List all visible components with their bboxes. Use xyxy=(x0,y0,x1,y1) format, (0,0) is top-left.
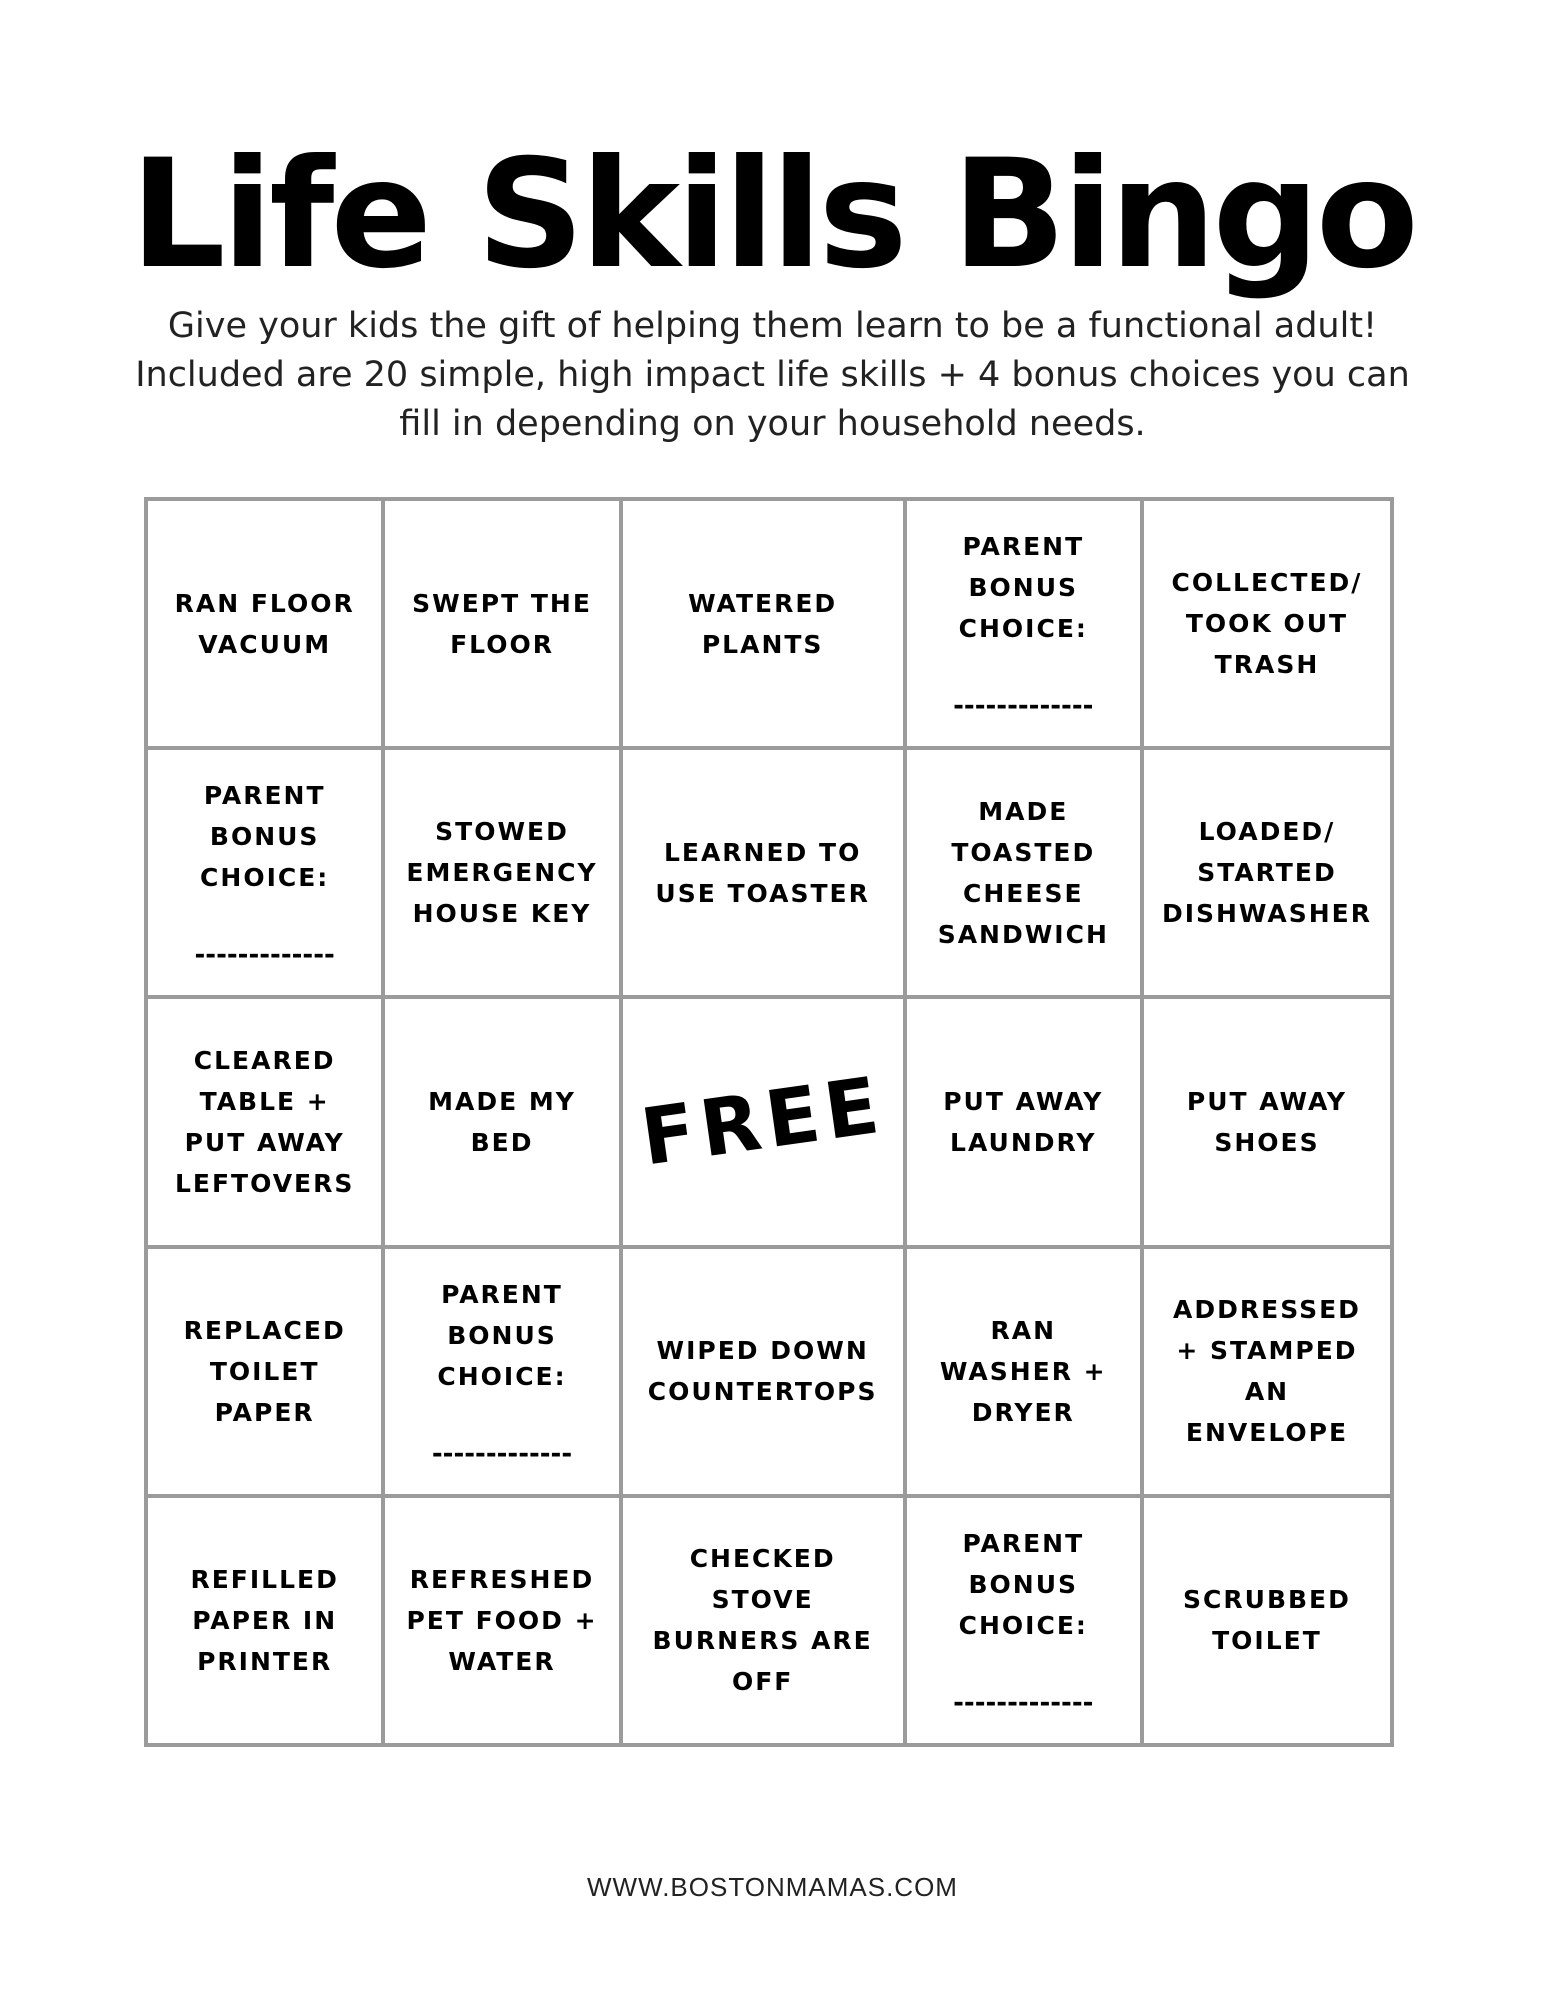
intro-line: Included are 20 simple, high impact life skills + 4 bonus choices you can xyxy=(135,355,1410,395)
cell-label: REPLACED TOILET PAPER xyxy=(183,1315,346,1427)
fill-in-line: ------------- xyxy=(194,940,335,971)
intro-line: fill in depending on your household needs. xyxy=(399,404,1146,444)
fill-in-line: ------------- xyxy=(953,691,1094,722)
bonus-cell[interactable] xyxy=(146,748,383,997)
bonus-cell[interactable] xyxy=(905,499,1142,748)
cell-label: SWEPT THE FLOOR xyxy=(412,588,592,659)
cell-label: RAN WASHER + DRYER xyxy=(939,1315,1107,1427)
cell-label: ADDRESSED + STAMPED AN ENVELOPE xyxy=(1173,1295,1361,1448)
free-space-cell[interactable] xyxy=(621,997,905,1246)
bingo-cell[interactable] xyxy=(621,1496,905,1745)
cell-label: LOADED/ STARTED DISHWASHER xyxy=(1161,817,1372,929)
bingo-cell[interactable] xyxy=(1142,499,1392,748)
bingo-cell[interactable] xyxy=(1142,1247,1392,1496)
fill-in-line: ------------- xyxy=(431,1438,573,1469)
cell-label: MADE MY BED xyxy=(428,1086,576,1157)
cell-label: PARENT BONUS CHOICE: xyxy=(200,781,330,893)
cell-label: REFILLED PAPER IN PRINTER xyxy=(190,1564,339,1676)
bingo-cell[interactable] xyxy=(146,997,383,1246)
bingo-cell[interactable] xyxy=(621,1247,905,1496)
fill-in-line: ------------- xyxy=(953,1687,1094,1718)
bingo-cell[interactable] xyxy=(905,997,1142,1246)
bingo-cell[interactable] xyxy=(383,748,620,997)
bingo-cell[interactable] xyxy=(383,1496,620,1745)
bingo-cell[interactable] xyxy=(146,1496,383,1745)
bonus-cell[interactable] xyxy=(383,1247,620,1496)
cell-label: SCRUBBED TOILET xyxy=(1183,1585,1351,1656)
cell-label: CLEARED TABLE + PUT AWAY LEFTOVERS xyxy=(174,1045,355,1198)
website-footer: WWW.BOSTONMAMAS.COM xyxy=(587,1872,958,1902)
bingo-board xyxy=(144,497,1394,1747)
cell-label: PARENT BONUS CHOICE: xyxy=(437,1279,567,1391)
bingo-cell[interactable] xyxy=(621,748,905,997)
bingo-cell[interactable] xyxy=(905,1247,1142,1496)
intro-text xyxy=(120,302,1425,449)
bingo-cell[interactable] xyxy=(1142,748,1392,997)
free-space-label: FREE xyxy=(635,1060,890,1184)
bingo-cell[interactable] xyxy=(1142,1496,1392,1745)
bingo-cell[interactable] xyxy=(1142,997,1392,1246)
cell-label: STOWED EMERGENCY HOUSE KEY xyxy=(406,817,598,929)
cell-label: REFRESHED PET FOOD + WATER xyxy=(406,1564,598,1676)
bingo-cell[interactable] xyxy=(905,748,1142,997)
cell-label: RAN FLOOR VACUUM xyxy=(174,588,355,659)
cell-label: WIPED DOWN COUNTERTOPS xyxy=(647,1336,878,1407)
cell-label: MADE TOASTED CHEESE SANDWICH xyxy=(937,796,1109,949)
cell-label: PARENT BONUS CHOICE: xyxy=(958,1528,1088,1640)
intro-line: Give your kids the gift of helping them learn to be a functional adult! xyxy=(167,306,1378,346)
bingo-cell[interactable] xyxy=(383,997,620,1246)
bingo-cell[interactable] xyxy=(146,499,383,748)
bonus-cell[interactable] xyxy=(905,1496,1142,1745)
cell-label: PUT AWAY LAUNDRY xyxy=(943,1086,1104,1157)
bingo-cell[interactable] xyxy=(383,499,620,748)
cell-label: PUT AWAY SHOES xyxy=(1186,1086,1348,1157)
cell-label: WATERED PLANTS xyxy=(688,588,838,659)
bingo-cell[interactable] xyxy=(621,499,905,748)
cell-label: PARENT BONUS CHOICE: xyxy=(958,532,1088,644)
page-title: Life Skills Bingo xyxy=(130,128,1415,302)
bingo-cell[interactable] xyxy=(146,1247,383,1496)
cell-label: CHECKED STOVE BURNERS ARE OFF xyxy=(652,1544,873,1697)
cell-label: COLLECTED/ TOOK OUT TRASH xyxy=(1171,568,1363,680)
cell-label: LEARNED TO USE TOASTER xyxy=(655,837,870,908)
